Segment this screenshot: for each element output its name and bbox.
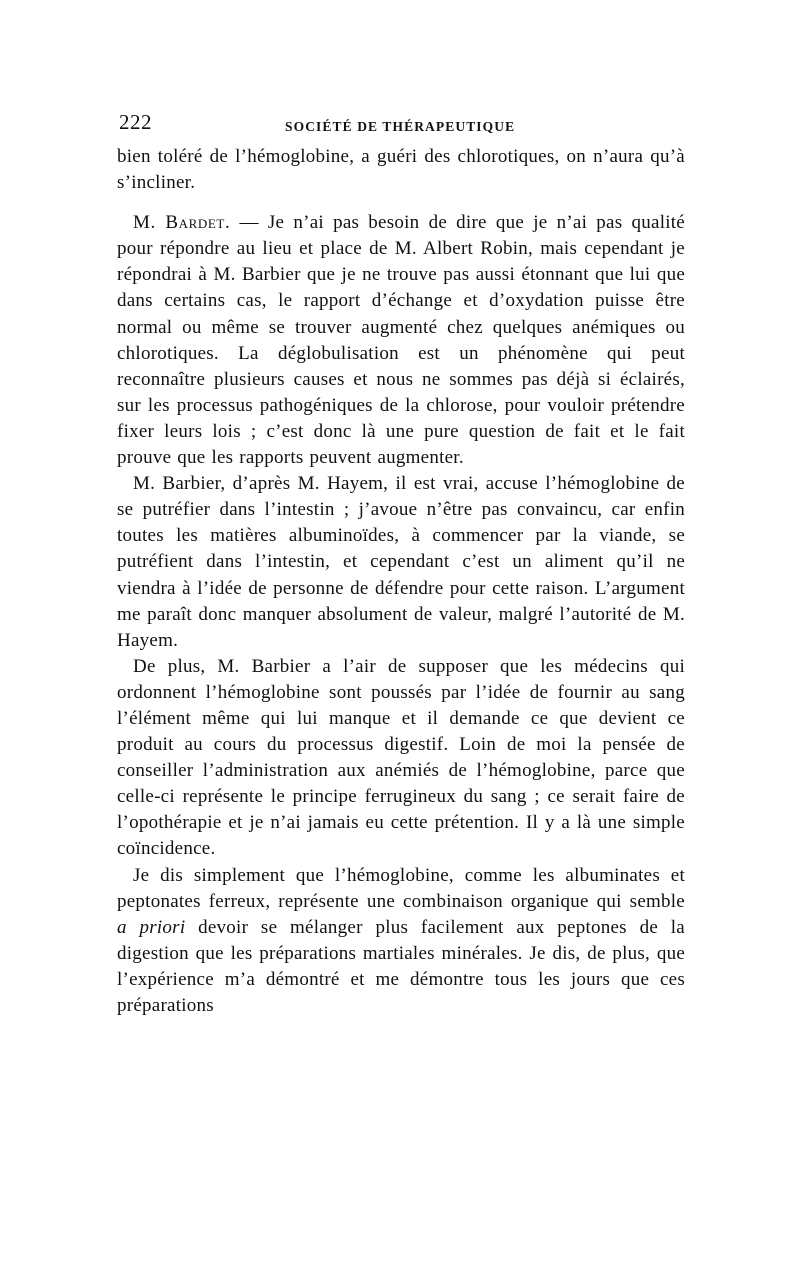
body-text: [117, 144, 685, 1019]
paragraph-bardet-reply: [117, 210, 685, 471]
paragraph-hemoglobin-purpose: [117, 654, 685, 863]
paragraph-text: M. Barbier, d’après M. Hayem, il est vrai, accuse l’hémoglobine de se putréfier dans l’intestin ; j’avoue n’être pas convaincu, car enfin toutes les matières albuminoïdes, à commencer par la viande, se putréfient dans l’intestin, et cependant c’est un aliment qu’il ne viendra à l’idée de personne de défendre pour cette raison. L’argument me paraît donc manquer absolument de valeur, malgré l’autorité de M. Hayem.: [117, 473, 685, 651]
paragraph-hayem-argument: [117, 471, 685, 654]
paragraph-text: — Je n’ai pas besoin de dire que je n’ai pas qualité pour répondre au lieu et place de M. Albert Robin, mais cependant je répondrai à M. Barbier que je ne trouve pas aussi étonnant que lui que dans certains cas, le rapport d’échange et d’oxydation puisse être normal ou même se trouver augmenté chez quelques anémiques ou chlorotiques. La déglobulisation est un phénomène qui peut reconnaître plusieurs causes et nous ne sommes pas déjà si éclairés, sur les processus pathogéniques de la chlorose, pour vouloir prétendre fixer leurs lois ; c’est donc là une pure question de fait et le fait prouve que les rapports peuvent augmenter.: [117, 212, 685, 469]
paragraph-continuation: [117, 144, 685, 196]
paragraph-conclusion: [117, 863, 685, 1020]
page-number: 222: [119, 110, 152, 134]
paragraph-text-before: Je dis simplement que l’hémoglobine, comme les albuminates et peptonates ferreux, représente une combinaison organique qui semble: [117, 864, 685, 912]
book-page: [117, 110, 685, 1019]
paragraph-text: bien toléré de l’hémoglobine, a guéri des chlorotiques, on n’aura qu’à s’incliner.: [117, 146, 685, 194]
running-head: [117, 110, 685, 144]
paragraph-text-after: devoir se mélanger plus facilement aux peptones de la digestion que les préparations martiales minérales. Je dis, de plus, que l’expérience m’a démontré et me démontre tous les jours que ces préparations: [117, 916, 685, 1016]
emphasis-a-priori: a priori: [117, 916, 186, 938]
speaker-name: M. Bardet.: [133, 212, 231, 234]
journal-title: SOCIÉTÉ DE THÉRAPEUTIQUE: [285, 119, 516, 134]
paragraph-text: De plus, M. Barbier a l’air de supposer que les médecins qui ordonnent l’hémoglobine sont poussés par l’idée de fournir au sang l’élément même qui lui manque et il demande ce que devient ce produit au cours du processus digestif. Loin de moi la pensée de conseiller l’administration aux anémiés de l’hémoglobine, parce que celle-ci représente le principe ferrugineux du sang ; ce serait faire de l’opothérapie et je n’ai jamais eu cette prétention. Il y a là une simple coïncidence.: [117, 655, 685, 860]
